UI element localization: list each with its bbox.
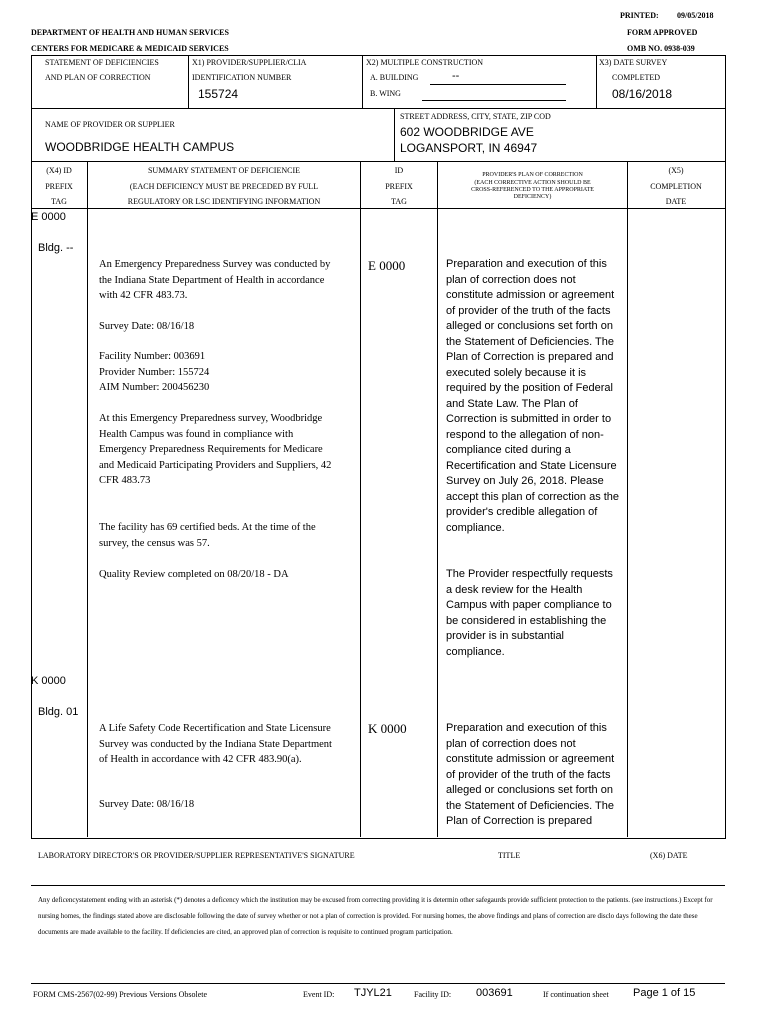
summary-survey-date: Survey Date: 08/16/18 [99, 321, 195, 332]
address-line-1: 602 WOODBRIDGE AVE [400, 125, 534, 139]
divider [188, 55, 189, 108]
form-number: FORM CMS-2567(02-99) Previous Versions Obsolete [33, 990, 208, 999]
col3-h3: TAG [391, 197, 407, 206]
signature-label: LABORATORY DIRECTOR'S OR PROVIDER/SUPPLIER REPRESENTATIVE'S SIGNATURE [38, 851, 355, 860]
col1-h1: (X4) ID [46, 166, 72, 175]
col3-h1: ID [394, 166, 404, 175]
summary-p5: The facility has 69 certified beds. At the time of the survey, the census was 57. [99, 522, 316, 549]
facility-id-label: Facility ID: [414, 990, 452, 999]
col4-h4: DEFICIENCY) [513, 194, 552, 200]
centers-title: CENTERS FOR MEDICARE & MEDICAID SERVICES [31, 44, 229, 53]
divider [596, 55, 597, 108]
col4-h2: (EACH CORRECTIVE ACTION SHOULD BE [474, 180, 591, 186]
col1-h2: PREFIX [45, 182, 73, 191]
statement-label-1: STATEMENT OF DEFICIENCIES [45, 58, 159, 67]
correction-p2: The Provider respectfully requests a desk review for the Health Campus with paper compliance to be considered in establishing the provider is in substantial compliance. [446, 568, 613, 658]
dept-title: DEPARTMENT OF HEALTH AND HUMAN SERVICES [31, 28, 229, 37]
printed-date: 09/05/2018 [677, 11, 714, 20]
id-tag-e0000: E 0000 [368, 258, 406, 273]
disclaimer: Any deficencystatement ending with an asterisk (*) denotes a deficency which the institution may be excused from correcting providing it is determin other safegaurds provide sufficient protection to the patients. (see instructions.) Except for nursing homes, the findings stated above are disclosable following the date of survey whether or not a plan of correction is provided. For nursing homes, the above findings and plans of correction are disclo days following the date these documents are made available to the facility. If deficiencies are cited, an approved plan of correction is requisite to continued program participation. [38, 896, 713, 936]
divider [31, 161, 725, 162]
divider [31, 108, 725, 109]
col1-h3: TAG [51, 197, 67, 206]
page-number: Page 1 of 15 [633, 987, 696, 999]
multiple-construction-label: X2) MULTIPLE CONSTRUCTION [366, 58, 484, 67]
building-underline [430, 84, 566, 85]
summary-aim-number: AIM Number: 200456230 [99, 382, 210, 393]
col2-h1: SUMMARY STATEMENT OF DEFICIENCIE [147, 166, 301, 175]
facility-id-value: 003691 [476, 987, 513, 999]
divider [394, 108, 395, 161]
address-label: STREET ADDRESS, CITY, STATE, ZIP COD [400, 112, 551, 121]
col5-h1: (X5) [668, 166, 684, 175]
form-approved: FORM APPROVED [627, 28, 698, 37]
summary-provider-number: Provider Number: 155724 [99, 367, 210, 378]
provider-name: WOODBRIDGE HEALTH CAMPUS [45, 140, 235, 154]
id-tag-k0000: K 0000 [368, 721, 407, 736]
provider-id-label-2: IDENTIFICATION NUMBER [192, 73, 292, 82]
col5-h2: COMPLETION [650, 182, 702, 191]
title-label: TITLE [498, 851, 521, 860]
divider [31, 983, 725, 984]
divider [31, 885, 725, 886]
col2-h2: (EACH DEFICIENCY MUST BE PRECEDED BY FULL [129, 182, 319, 191]
summary-p6: Quality Review completed on 08/20/18 - DA [99, 569, 289, 580]
tag-e0000: E 0000 [31, 211, 66, 223]
summary-p1: An Emergency Preparedness Survey was conducted by the Indiana State Department of Health in accordance with 42 CFR 483.73. [99, 259, 331, 301]
divider [31, 208, 725, 209]
summary2-survey-date: Survey Date: 08/16/18 [99, 799, 195, 810]
wing-label: B. WING [370, 89, 401, 98]
building-value: -- [452, 70, 460, 82]
date-survey-label-2: COMPLETED [612, 73, 660, 82]
summary-facility-number: Facility Number: 003691 [99, 351, 206, 362]
event-id-label: Event ID: [303, 990, 335, 999]
col3-h2: PREFIX [385, 182, 413, 191]
address-line-2: LOGANSPORT, IN 46947 [400, 141, 538, 155]
printed-label: PRINTED: [620, 11, 659, 20]
bldg-k: Bldg. 01 [38, 706, 79, 718]
col4-h1: PROVIDER'S PLAN OF CORRECTION [482, 172, 583, 178]
col4-h3: CROSS-REFERENCED TO THE APPROPRIATE [471, 187, 594, 193]
col2-h3: REGULATORY OR LSC IDENTIFYING INFORMATION [127, 197, 321, 206]
divider [360, 161, 361, 837]
building-label: A. BUILDING [370, 73, 419, 82]
statement-label-2: AND PLAN OF CORRECTION [45, 73, 151, 82]
provider-id-label-1: X1) PROVIDER/SUPPLIER/CLIA [192, 58, 307, 67]
divider [437, 161, 438, 837]
event-id-value: TJYL21 [354, 987, 392, 999]
summary2-p1: A Life Safety Code Recertification and State Licensure Survey was conducted by the Indiana State Department of Health in accordance with 42 CFR 483.90(a). [99, 723, 332, 765]
divider [87, 161, 88, 837]
wing-underline [422, 100, 566, 101]
divider [362, 55, 363, 108]
summary-p4: At this Emergency Preparedness survey, Woodbridge Health Campus was found in compliance with Emergency Preparedness Requirements for Medicare and Medicaid Participating Providers and Suppliers, 42 CFR 483.73 [99, 413, 332, 486]
provider-name-label: NAME OF PROVIDER OR SUPPLIER [45, 120, 175, 129]
date-survey-label-1: X3) DATE SURVEY [599, 58, 668, 67]
correction-p1: Preparation and execution of this plan of correction does not constitute admission or agreement of provider of the truth of the facts alleged or conclusions set forth on the Statement of Deficiencies. The Plan of Correction is prepared and executed solely because it is required by the position of Federal and State Law. The Plan of Correction is submitted in order to respond to the allegation of non-compliance cited during a Recertification and State Licensure Survey on July 26, 2018. Please accept this plan of correction as the provider's credible allegation of compliance. [446, 258, 620, 534]
correction2-p1: Preparation and execution of this plan of correction does not constitute admission or agreement of provider of the truth of the facts alleged or conclusions set forth on the Statement of Deficiencies. The Plan of Correction is prepared [446, 722, 615, 827]
col5-h3: DATE [665, 197, 687, 206]
tag-k0000: K 0000 [31, 675, 66, 687]
divider [627, 161, 628, 837]
continuation-label: If continuation sheet [543, 990, 609, 999]
omb-number: OMB NO. 0938-039 [627, 44, 695, 53]
date-survey-value: 08/16/2018 [612, 87, 673, 101]
provider-id-value: 155724 [198, 87, 239, 101]
signature-date-label: (X6) DATE [650, 851, 688, 860]
bldg-e: Bldg. -- [38, 242, 74, 254]
